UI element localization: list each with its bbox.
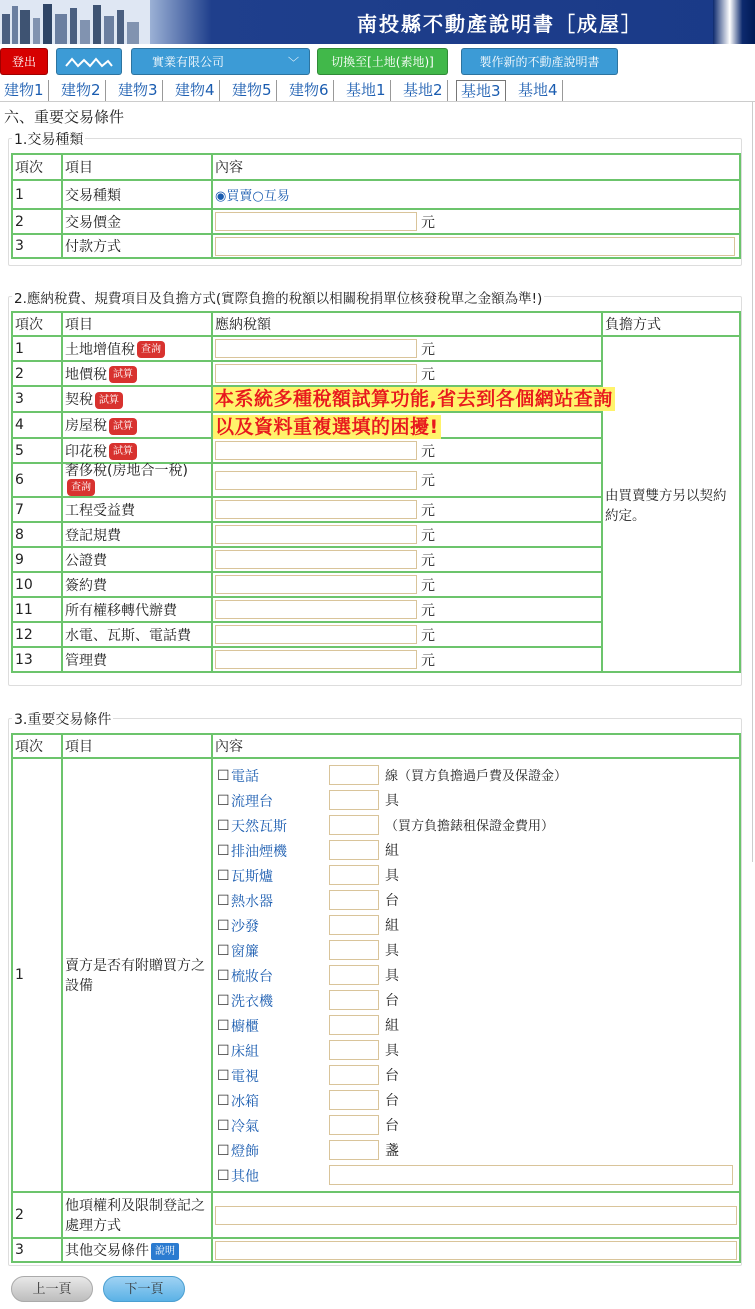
row-item: 簽約費 xyxy=(65,577,107,594)
table-row xyxy=(12,336,740,361)
chevron-down-icon: ﹀ xyxy=(288,56,299,69)
row-no: 13 xyxy=(12,647,62,672)
equipment-unit: 具 xyxy=(385,793,399,809)
equipment-name: 排油煙機 xyxy=(231,843,287,860)
unit-label: 元 xyxy=(421,341,435,358)
equipment-name: 其他 xyxy=(231,1168,259,1185)
row-no: 2 xyxy=(12,209,62,234)
row-no: 2 xyxy=(12,361,62,386)
equipment-name: 電視 xyxy=(231,1068,259,1085)
equipment-item xyxy=(217,1038,737,1063)
checkbox[interactable]: ☐ xyxy=(217,842,230,859)
equipment-item xyxy=(217,1063,737,1088)
row-no: 1 xyxy=(12,336,62,361)
table-row xyxy=(12,1192,740,1238)
equipment-quantity-input[interactable] xyxy=(329,1115,379,1135)
section-3-legend: 3.重要交易條件 xyxy=(12,709,113,729)
tax-amount-input[interactable] xyxy=(215,364,417,383)
tab-building-1[interactable]: 建物1 xyxy=(0,80,49,102)
company-select-value: 實業有限公司 xyxy=(152,55,225,69)
query-button[interactable]: 查詢 xyxy=(137,341,165,358)
equipment-quantity-input[interactable] xyxy=(329,1015,379,1035)
checkbox[interactable]: ☐ xyxy=(217,1142,230,1159)
equipment-quantity-input[interactable] xyxy=(329,915,379,935)
row-no: 12 xyxy=(12,622,62,647)
unit-label: 元 xyxy=(421,366,435,383)
tax-amount-input[interactable] xyxy=(215,339,417,358)
checkbox[interactable]: ☐ xyxy=(217,992,230,1009)
equipment-item xyxy=(217,913,737,938)
row-no: 8 xyxy=(12,522,62,547)
equipment-unit: 具 xyxy=(385,868,399,884)
calculate-button[interactable]: 試算 xyxy=(109,366,137,383)
equipment-item xyxy=(217,1138,737,1163)
section-2-legend: 2.應納稅費、規費項目及負擔方式(實際負擔的稅額以相關稅捐單位核發稅單之金額為準!) xyxy=(12,287,544,307)
promo-banner-line-1: 本系統多種稅額試算功能,省去到各個網站查詢 xyxy=(215,388,613,410)
tax-amount-input[interactable] xyxy=(215,471,417,490)
equipment-quantity-input[interactable] xyxy=(329,1165,733,1185)
equipment-name: 流理台 xyxy=(231,793,273,810)
radio-sale[interactable]: ◉買賣 xyxy=(215,189,253,204)
equipment-name: 窗簾 xyxy=(231,943,259,960)
tax-amount-input[interactable] xyxy=(215,625,417,644)
tax-amount-input[interactable] xyxy=(215,441,417,460)
toolbar xyxy=(0,48,755,76)
equipment-unit: 組 xyxy=(385,1018,399,1034)
row-item: 地價稅 xyxy=(65,366,107,383)
row-item: 其他交易條件 xyxy=(65,1243,149,1259)
equipment-name: 櫥櫃 xyxy=(231,1018,259,1035)
equipment-item xyxy=(217,888,737,913)
row-no: 11 xyxy=(12,597,62,622)
unit-label: 元 xyxy=(421,527,435,544)
equipment-unit: 台 xyxy=(385,1118,399,1134)
equipment-name: 天然瓦斯 xyxy=(231,818,287,835)
checkbox[interactable]: ☐ xyxy=(217,1092,230,1109)
row-no: 2 xyxy=(12,1192,62,1238)
equipment-item xyxy=(217,763,737,788)
equipment-name: 冷氣 xyxy=(231,1118,259,1135)
brand-logo xyxy=(713,0,755,44)
tax-amount-input[interactable] xyxy=(215,500,417,519)
equipment-list xyxy=(217,759,737,1188)
calculate-button[interactable]: 試算 xyxy=(109,443,137,460)
section-1-legend: 1.交易種類 xyxy=(12,129,85,149)
table-row xyxy=(12,234,740,258)
equipment-quantity-input[interactable] xyxy=(329,765,379,785)
header-item: 項目 xyxy=(62,734,212,758)
header-item: 項目 xyxy=(62,154,212,180)
company-logo-button[interactable] xyxy=(56,48,122,75)
equipment-item xyxy=(217,988,737,1013)
equipment-quantity-input[interactable] xyxy=(329,1040,379,1060)
equipment-quantity-input[interactable] xyxy=(329,1065,379,1085)
row-no: 1 xyxy=(12,758,62,1192)
checkbox[interactable]: ☐ xyxy=(217,892,230,909)
unit-label: 元 xyxy=(421,552,435,569)
equipment-unit: 組 xyxy=(385,843,399,859)
equipment-quantity-input[interactable] xyxy=(329,940,379,960)
row-no: 3 xyxy=(12,234,62,258)
header-tax-amount: 應納稅額 xyxy=(212,312,602,336)
tax-amount-input[interactable] xyxy=(215,550,417,569)
equipment-quantity-input[interactable] xyxy=(329,815,379,835)
equipment-item xyxy=(217,788,737,813)
table-row xyxy=(12,758,740,1192)
equipment-quantity-input[interactable] xyxy=(329,1090,379,1110)
row-item: 契稅 xyxy=(65,392,93,408)
tab-building-6[interactable]: 建物6 xyxy=(285,80,334,102)
checkbox[interactable]: ☐ xyxy=(217,967,230,984)
equipment-unit: 台 xyxy=(385,993,399,1009)
equipment-item xyxy=(217,863,737,888)
equipment-item xyxy=(217,1013,737,1038)
equipment-unit: 具 xyxy=(385,968,399,984)
equipment-quantity-input[interactable] xyxy=(329,890,379,910)
equipment-name: 床組 xyxy=(231,1043,259,1060)
price-input[interactable] xyxy=(215,212,417,231)
transaction-type-table xyxy=(11,153,741,259)
checkbox[interactable]: ☐ xyxy=(217,917,230,934)
equipment-unit: 線（買方負擔過戶費及保證金） xyxy=(385,769,568,784)
header-no: 項次 xyxy=(12,312,62,336)
row-item: 土地增值稅 xyxy=(65,341,135,358)
company-logo-icon xyxy=(64,56,114,70)
equipment-item xyxy=(217,1113,737,1138)
other-conditions-input[interactable] xyxy=(215,1241,737,1260)
equipment-item xyxy=(217,1088,737,1113)
header-content: 內容 xyxy=(212,734,740,758)
row-no: 3 xyxy=(12,386,62,412)
calculate-button[interactable]: 試算 xyxy=(109,418,137,435)
tab-land-2[interactable]: 基地2 xyxy=(399,80,448,102)
row-no: 10 xyxy=(12,572,62,597)
row-item: 奢侈稅(房地合一稅) xyxy=(65,463,188,479)
row-item: 交易價金 xyxy=(62,209,212,234)
payment-method-input[interactable] xyxy=(215,237,735,256)
unit-label: 元 xyxy=(421,473,435,489)
checkbox[interactable]: ☐ xyxy=(217,767,230,784)
page-scrollbar[interactable] xyxy=(752,102,753,862)
equipment-unit: （買方負擔錶租保證金費用） xyxy=(385,819,555,834)
equipment-unit: 組 xyxy=(385,918,399,934)
tax-amount-input[interactable] xyxy=(215,575,417,594)
checkbox[interactable]: ☐ xyxy=(217,817,230,834)
unit-label: 元 xyxy=(421,502,435,519)
radio-exchange[interactable]: ○互易 xyxy=(252,189,290,204)
equipment-quantity-input[interactable] xyxy=(329,965,379,985)
prev-page-button[interactable]: 上一頁 xyxy=(11,1276,93,1302)
row-item: 付款方式 xyxy=(62,234,212,258)
city-skyline-icon xyxy=(0,0,150,44)
unit-label: 元 xyxy=(421,577,435,594)
row-no: 3 xyxy=(12,1238,62,1262)
header-item: 項目 xyxy=(62,312,212,336)
tab-divider xyxy=(0,101,755,102)
equipment-name: 電話 xyxy=(231,768,259,785)
checkbox[interactable]: ☐ xyxy=(217,1067,230,1084)
row-item: 他項權利及限制登記之處理方式 xyxy=(62,1192,212,1238)
company-select[interactable] xyxy=(131,48,310,75)
query-button[interactable]: 查詢 xyxy=(67,479,95,496)
row-item: 房屋稅 xyxy=(65,418,107,434)
tab-land-4[interactable]: 基地4 xyxy=(514,80,563,102)
table-row xyxy=(12,209,740,234)
burden-method: 由買賣雙方另以契約約定。 xyxy=(602,336,740,672)
equipment-name: 冰箱 xyxy=(231,1093,259,1110)
equipment-item xyxy=(217,938,737,963)
equipment-quantity-input[interactable] xyxy=(329,865,379,885)
equipment-quantity-input[interactable] xyxy=(329,840,379,860)
important-conditions-table xyxy=(11,733,741,1263)
section-heading: 六、重要交易條件 xyxy=(4,108,125,126)
explain-button[interactable]: 說明 xyxy=(151,1243,179,1260)
rights-handling-input[interactable] xyxy=(215,1206,737,1225)
calculate-button[interactable]: 試算 xyxy=(95,392,123,409)
tab-land-3[interactable]: 基地3 xyxy=(456,80,506,102)
checkbox[interactable]: ☐ xyxy=(217,792,230,809)
equipment-unit: 具 xyxy=(385,1043,399,1059)
row-item: 所有權移轉代辦費 xyxy=(65,602,177,619)
transaction-type-radio-group xyxy=(212,180,740,209)
equipment-item xyxy=(217,963,737,988)
row-item: 公證費 xyxy=(65,552,107,569)
equipment-quantity-input[interactable] xyxy=(329,790,379,810)
row-no: 9 xyxy=(12,547,62,572)
equipment-unit: 台 xyxy=(385,1068,399,1084)
equipment-quantity-input[interactable] xyxy=(329,990,379,1010)
row-no: 1 xyxy=(12,180,62,209)
equipment-name: 瓦斯爐 xyxy=(231,868,273,885)
row-no: 7 xyxy=(12,497,62,522)
header-banner xyxy=(0,0,755,44)
header-no: 項次 xyxy=(12,154,62,180)
tax-amount-input[interactable] xyxy=(215,650,417,669)
checkbox[interactable]: ☐ xyxy=(217,867,230,884)
row-item: 印花稅 xyxy=(65,443,107,460)
unit-label: 元 xyxy=(421,214,435,231)
tab-building-3[interactable]: 建物3 xyxy=(114,80,163,102)
tab-building-2[interactable]: 建物2 xyxy=(57,80,106,102)
equipment-unit: 台 xyxy=(385,1093,399,1109)
unit-label: 元 xyxy=(421,602,435,619)
equipment-name: 燈飾 xyxy=(231,1143,259,1160)
row-item: 水電、瓦斯、電話費 xyxy=(65,627,191,644)
tab-building-5[interactable]: 建物5 xyxy=(228,80,277,102)
row-no: 4 xyxy=(12,412,62,438)
equipment-quantity-input[interactable] xyxy=(329,1140,379,1160)
row-item: 管理費 xyxy=(65,652,107,669)
equipment-item xyxy=(217,838,737,863)
taxes-fees-table xyxy=(11,311,741,673)
row-no: 6 xyxy=(12,463,62,497)
equipment-unit: 台 xyxy=(385,893,399,909)
equipment-item xyxy=(217,1163,737,1188)
row-no: 5 xyxy=(12,438,62,463)
row-item: 交易種類 xyxy=(62,180,212,209)
logout-button[interactable]: 登出 xyxy=(0,48,48,75)
equipment-name: 梳妝台 xyxy=(231,968,273,985)
equipment-name: 熱水器 xyxy=(231,893,273,910)
new-document-button[interactable]: 製作新的不動產說明書 xyxy=(461,48,618,75)
equipment-name: 洗衣機 xyxy=(231,993,273,1010)
checkbox[interactable]: ☐ xyxy=(217,1017,230,1034)
header-content: 內容 xyxy=(212,154,740,180)
header-burden: 負擔方式 xyxy=(602,312,740,336)
checkbox[interactable]: ☐ xyxy=(217,942,230,959)
checkbox[interactable]: ☐ xyxy=(217,1167,230,1184)
unit-label: 元 xyxy=(421,652,435,669)
tax-amount-input[interactable] xyxy=(215,525,417,544)
header-no: 項次 xyxy=(12,734,62,758)
page-title: 南投縣不動產說明書［成屋］ xyxy=(357,12,643,36)
next-page-button[interactable]: 下一頁 xyxy=(103,1276,185,1302)
checkbox[interactable]: ☐ xyxy=(217,1117,230,1134)
tab-bar xyxy=(0,80,755,102)
tab-building-4[interactable]: 建物4 xyxy=(171,80,220,102)
unit-label: 元 xyxy=(421,627,435,644)
table-row xyxy=(12,1238,740,1262)
tax-amount-input[interactable] xyxy=(215,600,417,619)
tab-land-1[interactable]: 基地1 xyxy=(342,80,391,102)
row-item: 登記規費 xyxy=(65,527,121,544)
row-item: 賣方是否有附贈買方之設備 xyxy=(62,758,212,1192)
switch-land-button[interactable]: 切換至[土地(素地)] xyxy=(317,48,448,75)
table-row xyxy=(12,180,740,209)
equipment-item xyxy=(217,813,737,838)
equipment-name: 沙發 xyxy=(231,918,259,935)
equipment-unit: 盞 xyxy=(385,1143,399,1159)
equipment-unit: 具 xyxy=(385,943,399,959)
row-item: 工程受益費 xyxy=(65,502,135,519)
unit-label: 元 xyxy=(421,443,435,460)
promo-banner-line-2: 以及資料重複選填的困擾! xyxy=(215,416,439,438)
checkbox[interactable]: ☐ xyxy=(217,1042,230,1059)
